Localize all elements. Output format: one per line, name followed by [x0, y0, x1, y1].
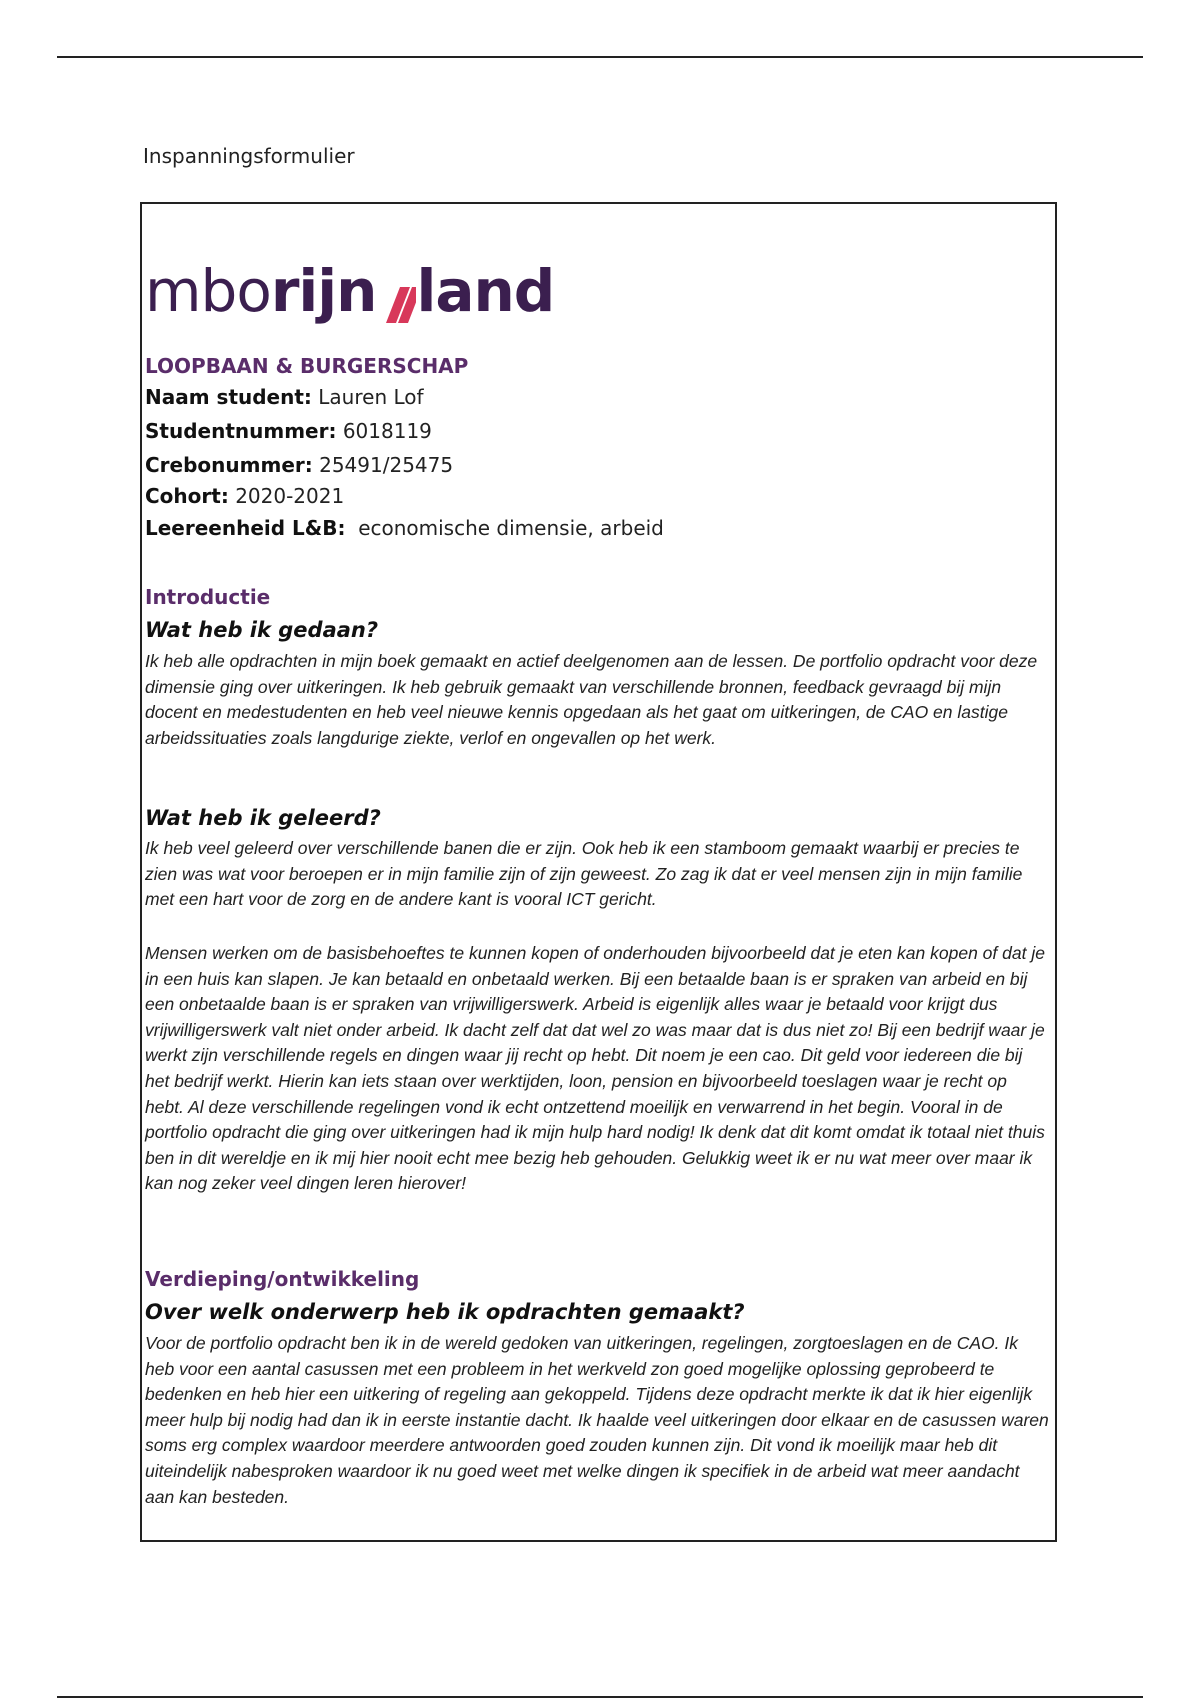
field-value: economische dimensie, arbeid — [358, 516, 664, 540]
mborijnland-logo — [145, 256, 554, 326]
answer-wat-geleerd-2: Mensen werken om de basisbehoeftes te kunnen kopen of onderhouden bijvoorbeeld dat je eten kan kopen of dat je in een huis kan slapen. Je kan betaald en onbetaald werken. Bij een betaalde baan is er spraken van arbeid en bij een onbetaalde baan is er spraken van vrijwilligerswerk. Arbeid is eigenlijk alles waar je betaald voor krijgt dus vrijwilligerswerk valt niet onder arbeid. Ik dacht zelf dat dat wel zo was maar dat is dus niet zo! Bij een bedrijf waar je werkt zijn verschillende regels en dingen waar jij recht op hebt. Dit noem je een cao. Dit geld voor iedereen die bij het bedrijf werkt. Hierin kan iets staan over werktijden, loon, pension en bijvoorbeeld toeslagen waar je recht op hebt. Al deze verschillende regelingen vond ik echt ontzettend moeilijk en verwarrend in het begin. Vooral in de portfolio opdracht die ging over uitkeringen had ik mijn hulp hard nodig! Ik denk dat dit komt omdat ik totaal niet thuis ben in dit wereldje en ik mij hier nooit echt mee bezig heb gehouden. Gelukkig weet ik er nu wat meer over maar ik kan nog zeker veel dingen leren hierover! — [145, 943, 1045, 1194]
field-cohort — [145, 484, 344, 508]
form-box — [140, 202, 1057, 1542]
question-onderwerp: Over welk onderwerp heb ik opdrachten gemaakt? — [145, 1300, 745, 1324]
field-label: Studentnummer: — [145, 419, 337, 443]
field-label: Cohort: — [145, 484, 229, 508]
field-label: Naam student: — [145, 385, 312, 409]
introductie-heading: Introductie — [145, 585, 271, 609]
document-title: Inspanningsformulier — [143, 144, 355, 168]
question-wat-geleerd: Wat heb ik geleerd? — [145, 806, 381, 830]
answer-wat-geleerd-1: Ik heb veel geleerd over verschillende banen die er zijn. Ook heb ik een stamboom gemaakt waarbij er precies te zien was wat voor beroepen er in mijn familie zijn of zijn geweest. Zo zag ik dat er veel mensen zijn in mijn familie met een hart voor de zorg en de andere kant is vooral ICT gericht. — [145, 838, 1023, 910]
logo-slashes-icon — [376, 265, 416, 325]
field-studentnummer — [145, 419, 432, 443]
field-label: Leereenheid L&B: — [145, 516, 346, 540]
field-value: 25491/25475 — [319, 453, 454, 477]
field-label: Crebonummer: — [145, 453, 313, 477]
field-value: Lauren Lof — [318, 385, 424, 409]
logo-text-land: land — [416, 257, 555, 325]
verdieping-heading: Verdieping/ontwikkeling — [145, 1267, 420, 1291]
field-crebonummer — [145, 453, 453, 477]
field-value: 6018119 — [342, 419, 432, 443]
logo-text-rijn: rijn — [270, 257, 377, 325]
bottom-rule — [57, 1696, 1143, 1698]
field-naam-student — [145, 385, 424, 409]
field-leereenheid — [145, 516, 664, 540]
course-heading: LOOPBAAN & BURGERSCHAP — [145, 354, 469, 378]
answer-wat-gedaan: Ik heb alle opdrachten in mijn boek gemaakt en actief deelgenomen aan de lessen. De portfolio opdracht voor deze dimensie ging over uitkeringen. Ik heb gebruik gemaakt van verschillende bronnen, feedback gevraagd bij mijn docent en medestudenten en heb veel nieuwe kennis opgedaan als het gaat om uitkeringen, de CAO en lastige arbeidssituaties zoals langdurige ziekte, verlof en ongevallen op het werk. — [145, 651, 1038, 748]
question-wat-gedaan: Wat heb ik gedaan? — [145, 618, 379, 642]
field-value: 2020-2021 — [235, 484, 345, 508]
logo-text-mbo: mbo — [145, 257, 271, 325]
answer-onderwerp: Voor de portfolio opdracht ben ik in de wereld gedoken van uitkeringen, regelingen, zorgtoeslagen en de CAO. Ik heb voor een aantal casussen met een probleem in het werkveld zon goed mogelijke oplossing geprobeerd te bedenken en heb hier een uitkering of regeling aan gekoppeld. Tijdens deze opdracht merkte ik dat ik hier eigenlijk meer hulp bij nodig had dan ik in eerste instantie dacht. Ik haalde veel uitkeringen door elkaar en de casussen waren soms erg complex waardoor meerdere antwoorden goed zouden kunnen zijn. Dit vond ik moeilijk maar heb dit uiteindelijk nabesproken waardoor ik nu goed weet met welke dingen ik specifiek in de arbeid wat meer aandacht aan kan besteden. — [145, 1333, 1049, 1507]
top-rule — [57, 56, 1143, 58]
